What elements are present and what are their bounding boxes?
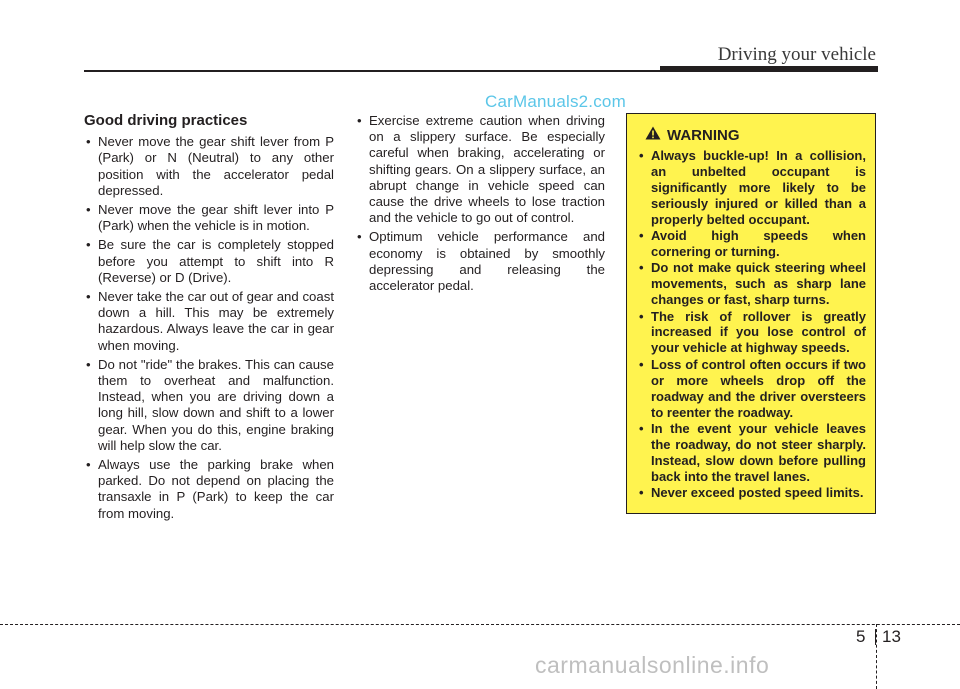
list-item: • Be sure the car is completely stopped before you attempt to shift into R (Reverse) or D (Drive). [84,237,334,286]
list-item: • Never take the car out of gear and coast down a hill. This may be extremely hazardous. Always leave the car in gear when moving. [84,289,334,354]
list-item: • Never move the gear shift lever from P (Park) or N (Neutral) to any other position with the accelerator pedal depressed. [84,134,334,199]
warning-triangle-icon [645,126,661,145]
warning-item: • Do not make quick steering wheel movements, such as sharp lane changes or fast, sharp turns. [637,260,866,308]
list-item: • Optimum vehicle performance and economy is obtained by smoothly depressing and releasing the accelerator pedal. [355,229,605,294]
practices-list-continued [355,113,605,294]
warning-title: WARNING [667,127,740,144]
warning-item: • The risk of rollover is greatly increased if you lose control of your vehicle at highway speeds. [637,309,866,357]
warning-list [637,148,866,501]
header-rule-accent [660,66,878,72]
practices-list [84,134,334,522]
chapter-number: 5 [856,627,866,646]
list-item: • Do not "ride" the brakes. This can cause them to overheat and malfunction. Instead, when you are driving down a long hill, slow down and shift to a lower gear. When you do this, engine braking will help slow the car. [84,357,334,454]
warning-item: • Avoid high speeds when cornering or turning. [637,228,866,260]
warning-item: • Never exceed posted speed limits. [637,485,866,501]
list-item: • Exercise extreme caution when driving on a slippery surface. Be especially careful when braking, accelerating or shifting gears. On a slippery surface, an abrupt change in vehicle speed can cause the drive wheels to lose traction and the vehicle to go out of control. [355,113,605,226]
warning-box [626,113,876,514]
watermark-top: CarManuals2.com [485,92,626,111]
middle-column [355,113,605,297]
warning-header [645,126,866,145]
list-item: • Always use the parking brake when parked. Do not depend on placing the transaxle in P (Park) to keep the car from moving. [84,457,334,522]
left-column [84,113,334,525]
page-header-title: Driving your vehicle [717,44,876,65]
section-title: Good driving practices [84,112,248,129]
warning-item: • Loss of control often occurs if two or more wheels drop off the roadway and the driver oversteers to reenter the roadway. [637,357,866,421]
list-item: • Never move the gear shift lever into P (Park) when the vehicle is in motion. [84,202,334,234]
page-number: 13 [882,627,901,646]
page-number-separator [875,629,876,645]
footer-divider [876,624,877,689]
footer-rule [0,624,960,625]
warning-item: • In the event your vehicle leaves the roadway, do not steer sharply. Instead, slow down before pulling back into the travel lanes. [637,421,866,485]
warning-item: • Always buckle-up! In a collision, an unbelted occupant is significantly more likely to be seriously injured or killed than a properly belted occupant. [637,148,866,228]
watermark-bottom: carmanualsonline.info [535,652,770,678]
